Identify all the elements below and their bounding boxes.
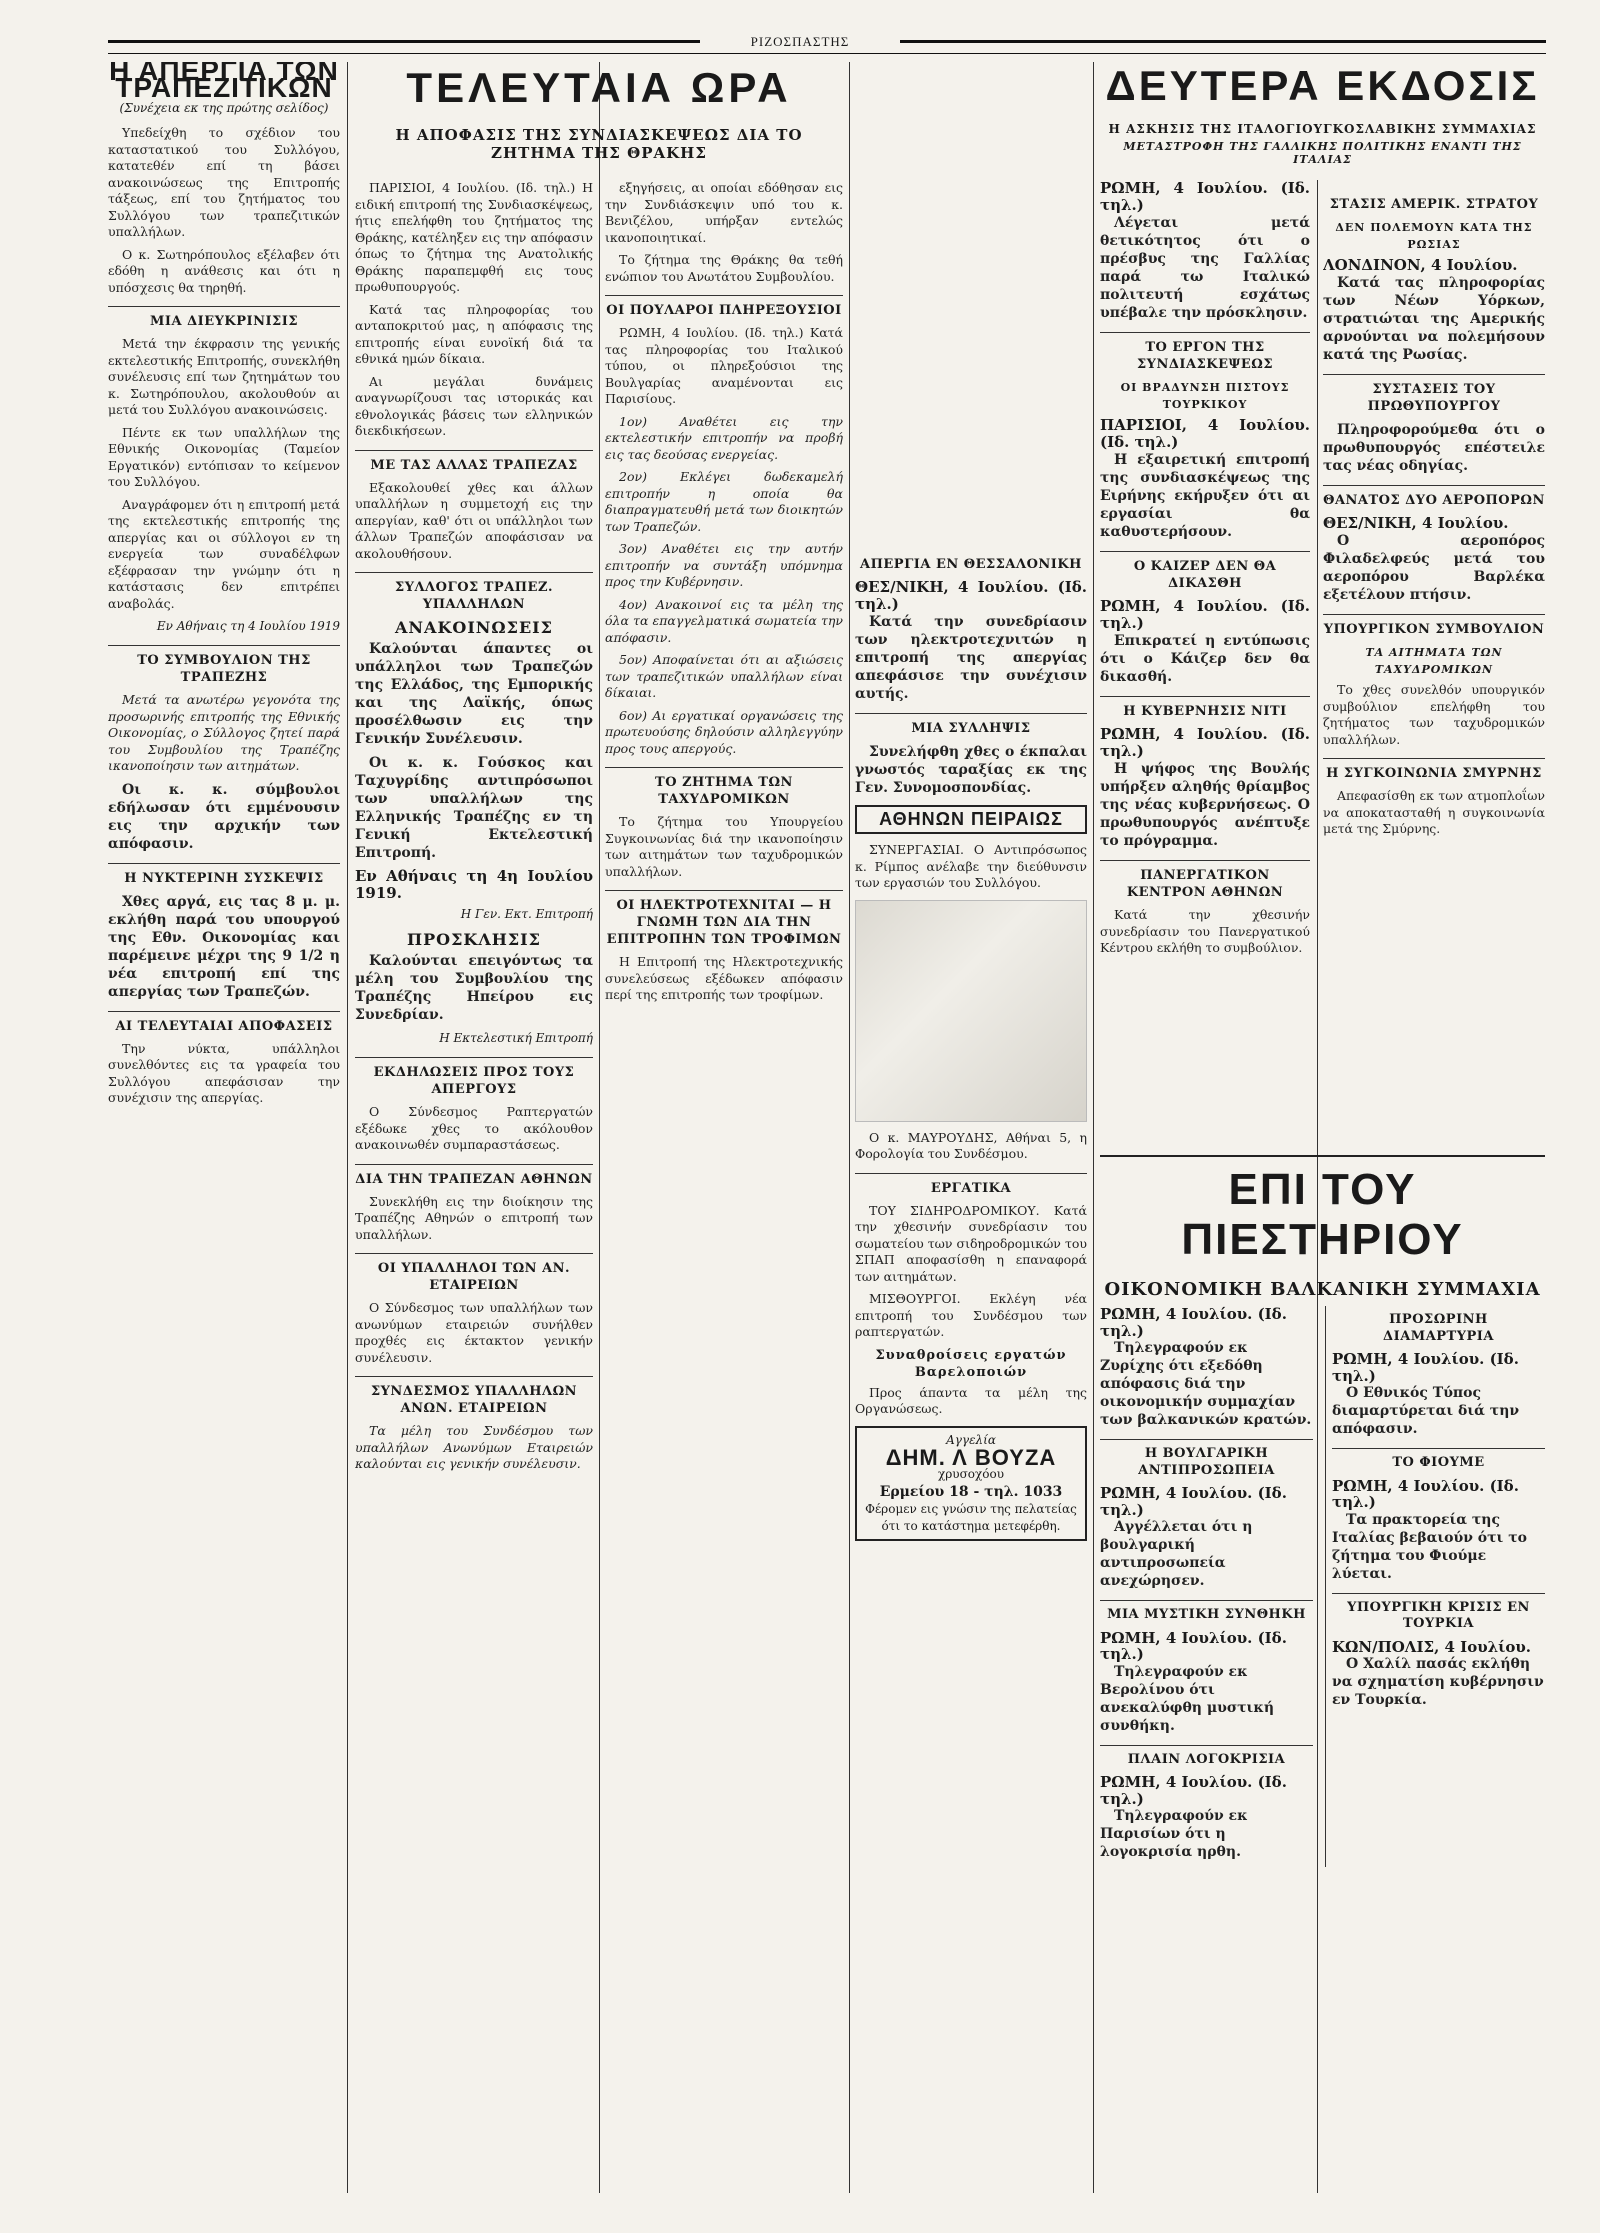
article-text: Πέντε εκ των υπαλλήλων της Εθνικής Οικονομίας (Ταμείον Εργατικόν) εντόπισαν το κείμενον του Συλλόγου. (108, 424, 340, 489)
article-text: Το ζήτημα του Υπουργείου Συγκοινωνίας διά την ικανοποίησιν των αιτημάτων των ταχυδρομικών υπαλλήλων. (605, 814, 843, 879)
section-heading: Ο ΚΑΙΖΕΡ ΔΕΝ ΘΑ ΔΙΚΑΣΘΗ (1100, 551, 1310, 592)
article-text: Η εξαιρετική επιτροπή της συνδιασκέψεως της Ειρήνης εκήρυξεν ότι αι εργασίαι θα καθυστερήσουν. (1100, 452, 1310, 540)
article-text: Προς άπαντα τα μέλη της Οργανώσεως. (855, 1384, 1087, 1416)
article-text: Ο Εθνικός Τύπος διαμαρτύρεται διά την απόφασιν. (1332, 1385, 1520, 1437)
article-text: Το ζήτημα της Θράκης θα τεθή ενώπιον του Ανωτάτου Συμβουλίου. (605, 252, 843, 284)
column-divider (599, 62, 600, 2193)
section-heading: ΤΟ ΣΥΜΒΟΥΛΙΟΝ ΤΗΣ ΤΡΑΠΕΖΗΣ (108, 645, 340, 686)
main-headline: ΤΕΛΕΥΤΑΙΑ ΩΡΑ (406, 64, 792, 111)
dateline: ΡΩΜΗ, 4 Ιουλίου. (Ιδ. τηλ.) (1332, 1476, 1519, 1511)
second-edition-subheadline: Η ΑΣΚΗΣΙΣ ΤΗΣ ΙΤΑΛΟΓΙΟΥΓΚΟΣΛΑΒΙΚΗΣ ΣΥΜΜΑΧΙΑΣ (1108, 122, 1537, 136)
main-subheadline: Η ΑΠΟΦΑΣΙΣ ΤΗΣ ΣΥΝΔΙΑΣΚΕΨΕΩΣ ΔΙΑ ΤΟ ΖΗΤΗΜΑ ΤΗΣ ΘΡΑΚΗΣ (395, 126, 803, 162)
dateline: ΡΩΜΗ, 4 Ιουλίου. (Ιδ. τηλ.) (1100, 1628, 1287, 1663)
article-text: Ο Σύνδεσμος Ραπτεργατών εξέδωκε χθες το ακόλουθον ανακοινωθέν συμπαραστάσεως. (355, 1104, 593, 1152)
section-heading: ΣΥΛΛΟΓΟΣ ΤΡΑΠΕΖ. ΥΠΑΛΛΗΛΩΝ (355, 572, 593, 613)
article-text: Καλούνται επειγόντως τα μέλη του Συμβουλίου της Τραπέζης Ηπείρου εις Συνεδρίαν. (355, 953, 593, 1023)
section-subheading: ΟΙ ΒΡΑΔΥΝΣΗ ΠΙΣΤΟΥΣ ΤΟΥΡΚΙΚΟΥ (1120, 381, 1290, 411)
article-text: Ο κ. Σωτηρόπουλος εξέλαβεν ότι εδόθη η ανάθεσις και ότι η υπόσχεσις θα τηρηθή. (108, 246, 340, 295)
section-heading: ΠΡΟΣΩΡΙΝΗ ΔΙΑΜΑΡΤΥΡΙΑ (1383, 1312, 1494, 1344)
section-heading: Η ΣΥΓΚΟΙΝΩΝΙΑ ΣΜΥΡΝΗΣ (1323, 758, 1545, 782)
article-text: Οι κ. κ. σύμβουλοι εδήλωσαν ότι εμμένουσιν εις την αρχικήν των απόφασιν. (108, 781, 340, 852)
column-5 (1100, 180, 1310, 1133)
article-text: ΠΑΡΙΣΙΟΙ, 4 Ιουλίου. (Ιδ. τηλ.) Η ειδική επιτροπή της Συνδιασκέψεως, ήτις επελήφθη του ζητήματος της Θράκης, κατέληξεν εις την απόφασιν όπως το ζήτημα της Ανατολικής Θράκης παραπεμφθή εις τους πρωθυπουργούς. (355, 180, 593, 294)
dateline: Εν Αθήναις τη 4η Ιουλίου 1919. (355, 867, 593, 902)
article-text: Το χθες συνελθόν υπουργικόν συμβούλιον επελήφθη του ζητήματος των ταχυδρομικών υπαλλήλων. (1323, 682, 1545, 747)
section-heading: ΠΡΟΣΚΛΗΣΙΣ (407, 930, 541, 949)
article-text: Αναγράφομεν ότι η επιτροπή μετά της εκτελεστικής επιτροπής της απεργίας και οι σύλλογοι εν τη ενεργεία των συναδέλφων εξέφρασαν την γνώμην ότι η κατάστασις δεν επιτρέπει αναβολάς. (108, 496, 340, 611)
article-text: Την νύκτα, υπάλληλοι συνελθόντες εις τα γραφεία του Συλλόγου απεφάσισαν την συνέχισιν της απεργίας. (108, 1040, 340, 1105)
ad-address: Ερμείου 18 - τηλ. 1033 (879, 1483, 1063, 1500)
article-text: Επικρατεί η εντύπωσις ότι ο Κάιζερ δεν θα δικασθή. (1100, 633, 1310, 685)
article-text: Τηλεγραφούν εκ Παρισίων ότι η λογοκρισία ηρθη. (1100, 1808, 1248, 1860)
article-text: Υπεδείχθη το σχέδιον του καταστατικού του Συλλόγου, κατατεθέν επί τη βάσει ανακοινώσεως της Επιτροπής τάξεως, επί του ζητήματος του Συλλόγου των τραπεζιτικών υπαλλήλων. (108, 125, 340, 239)
section-heading: ΕΡΓΑΤΙΚΑ (855, 1173, 1087, 1197)
column-3 (605, 180, 843, 2193)
section-heading: ΑΙ ΤΕΛΕΥΤΑΙΑΙ ΑΠΟΦΑΣΕΙΣ (108, 1011, 340, 1035)
article-text: Χθες αργά, εις τας 8 μ. μ. εκλήθη παρά του υπουργού της Εθν. Οικονομίας και παρέμεινε μέχρι της 9 1/2 η νέα επιτροπή επί της απεργίας των Τραπεζών. (108, 893, 340, 1000)
article-text: Αι μεγάλαι δυνάμεις αναγνωρίζουσι τας ιστορικάς και εθνολογικάς βάσεις των ελληνικών διεκδικήσεων. (355, 373, 593, 438)
section-heading: ΑΘΗΝΩΝ ΠΕΙΡΑΙΩΣ (879, 809, 1063, 829)
article-text: 4ον) Ανακοινοί εις τα μέλη της όλα τα επαγγελματικά σωματεία την απόφασιν. (605, 596, 843, 645)
dateline: ΡΩΜΗ, 4 Ιουλίου. (Ιδ. τηλ.) (1100, 725, 1310, 760)
section-heading: ΜΙΑ ΜΥΣΤΙΚΗ ΣΥΝΘΗΚΗ (1100, 1600, 1313, 1624)
strike-headline: Η ΑΠΕΡΓΙΑ ΤΩΝ ΤΡΑΠΕΖΙΤΙΚΩΝ (109, 62, 339, 103)
section-heading: ΥΠΟΥΡΓΙΚΗ ΚΡΙΣΙΣ ΕΝ ΤΟΥΡΚΙΑ (1332, 1593, 1545, 1633)
section-heading: ΠΑΝΕΡΓΑΤΙΚΟΝ ΚΕΝΤΡΟΝ ΑΘΗΝΩΝ (1100, 860, 1310, 901)
section-heading: ΔΙΑ ΤΗΝ ΤΡΑΠΕΖΑΝ ΑΘΗΝΩΝ (355, 1164, 593, 1188)
article-text: Συνεκλήθη εις την διοίκησιν της Τραπέζης Αθηνών ο επιτροπή των υπαλλήλων. (355, 1193, 593, 1242)
article-text: 1ον) Αναθέτει εις την εκτελεστικήν επιτροπήν να προβή εις τας δεούσας ενεργείας. (605, 413, 843, 462)
column-6 (1323, 180, 1545, 1133)
article-text: Τα μέλη του Συνδέσμου των υπαλλήλων Ανωνύμων Εταιρειών καλούνται εις γενικήν συνέλευσιν. (355, 1423, 593, 1471)
article-text: Απεφασίσθη εκ των ατμοπλοΐων να αποκατασταθή η συγκοινωνία μετά της Σμύρνης. (1323, 788, 1545, 836)
dateline: ΡΩΜΗ, 4 Ιουλίου. (Ιδ. τηλ.) (1100, 1484, 1287, 1519)
continuation-note: (Συνέχεια εκ της πρώτης σελίδος) (119, 101, 329, 115)
section-heading: ΜΙΑ ΣΥΛΛΗΨΙΣ (855, 713, 1087, 737)
section-heading: ΣΥΝΔΕΣΜΟΣ ΥΠΑΛΛΗΛΩΝ ΑΝΩΝ. ΕΤΑΙΡΕΙΩΝ (355, 1376, 593, 1417)
article-text: ΡΩΜΗ, 4 Ιουλίου. (Ιδ. τηλ.) Κατά τας πληροφορίας του Ιταλικού τύπου, οι πληρεξούσιοι της Βουλγαρίας αναμένονται εις Παρισίους. (605, 325, 843, 406)
signature: Η Γεν. Εκτ. Επιτροπή (460, 907, 593, 921)
section-heading: ΣΤΑΣΙΣ ΑΜΕΡΙΚ. ΣΤΡΑΤΟΥ (1329, 197, 1539, 212)
section-heading: ΕΚΔΗΛΩΣΕΙΣ ΠΡΟΣ ΤΟΥΣ ΑΠΕΡΓΟΥΣ (355, 1057, 593, 1098)
article-text: Η ψήφος της Βουλής υπήρξεν αληθής θρίαμβος της νέας κυβερνήσεως. Ο πρωθυπουργός ανέπτυξε το πρόγραμμα. (1100, 761, 1310, 849)
article-text: ΤΟΥ ΣΙΔΗΡΟΔΡΟΜΙΚΟΥ. Κατά την χθεσινήν συνεδρίασιν του σωματείου των σιδηροδρομικών του ΣΠΑΠ αποφασίσθη η επαναφορά των αιτημάτων. (855, 1202, 1087, 1284)
article-text: Μετά τα ανωτέρω γεγονότα της προσωρινής επιτροπής της Εθνικής Οικονομίας, ο Σύλλογος ζητεί παρά του Συμβουλίου της Τραπέζης ικανοποίησιν των αιτημάτων. (108, 692, 340, 773)
section-heading: ΥΠΟΥΡΓΙΚΟΝ ΣΥΜΒΟΥΛΙΟΝ (1323, 614, 1545, 638)
section-subheading: ΔΕΝ ΠΟΛΕΜΟΥΝ ΚΑΤΑ ΤΗΣ ΡΩΣΙΑΣ (1335, 221, 1533, 251)
dateline: ΡΩΜΗ, 4 Ιουλίου. (Ιδ. τηλ.) (1332, 1350, 1519, 1385)
photo (855, 900, 1087, 1122)
section-heading: Η ΚΥΒΕΡΝΗΣΙΣ ΝΙΤΙ (1100, 696, 1310, 720)
second-edition-banner (1100, 62, 1545, 170)
section-heading: ΑΠΕΡΓΙΑ ΕΝ ΘΕΣΣΑΛΟΝΙΚΗ (860, 557, 1082, 572)
article-text: Κατά την χθεσινήν συνεδρίασιν του Πανεργατικού Κέντρου εκλήθη το συμβούλιον. (1100, 907, 1310, 955)
section-heading: ΟΙ ΥΠΑΛΛΗΛΟΙ ΤΩΝ ΑΝ. ΕΤΑΙΡΕΙΩΝ (355, 1253, 593, 1294)
column-2 (355, 180, 593, 2193)
column-1 (108, 62, 340, 2193)
dateline: ΚΩΝ/ΠΟΛΙΣ, 4 Ιουλίου. (1332, 1637, 1532, 1656)
section-heading: ΤΟ ΦΙΟΥΜΕ (1332, 1448, 1545, 1472)
stop-press-subheadline: ΟΙΚΟΝΟΜΙΚΗ ΒΑΛΚΑΝΙΚΗ ΣΥΜΜΑΧΙΑ (1104, 1279, 1541, 1300)
section-box (855, 805, 1087, 834)
dateline: Εν Αθήναις τη 4 Ιουλίου 1919 (156, 619, 340, 633)
ad-text: Φέρομεν εις γνώσιν της πελατείας ότι το κατάστημα μετεφέρθη. (865, 1501, 1077, 1533)
section-heading: ΑΝΑΚΟΙΝΩΣΕΙΣ (395, 618, 553, 637)
section-heading: ΜΕ ΤΑΣ ΑΛΛΑΣ ΤΡΑΠΕΖΑΣ (355, 450, 593, 474)
stop-press-headline: ΕΠΙ ΤΟΥ ΠΙΕΣΤΗΡΙΟΥ (1181, 1165, 1464, 1264)
column-4 (855, 540, 1087, 2193)
section-heading: ΤΟ ΖΗΤΗΜΑ ΤΩΝ ΤΑΧΥΔΡΟΜΙΚΩΝ (605, 767, 843, 808)
stop-press-col-left (1100, 1306, 1313, 1867)
section-heading: ΟΙ ΠΟΥΛΑΡΟΙ ΠΛΗΡΕΞΟΥΣΙΟΙ (605, 295, 843, 319)
section-heading: ΣΥΣΤΑΣΕΙΣ ΤΟΥ ΠΡΩΘΥΠΟΥΡΓΟΥ (1323, 374, 1545, 415)
stop-press-col-right (1325, 1306, 1545, 1867)
newspaper-name: ΡΙΖΟΣΠΑΣΤΗΣ (700, 34, 900, 50)
article-text: Τηλεγραφούν εκ Βερολίνου ότι ανεκαλύφθη μυστική συνθήκη. (1100, 1663, 1275, 1734)
dateline: ΛΟΝΔΙΝΟΝ, 4 Ιουλίου. (1323, 256, 1518, 274)
ad-profession: χρυσοχόου (937, 1466, 1005, 1481)
article-text: 6ον) Αι εργατικαί οργανώσεις της πρωτευούσης δηλούσιν αλληλεγγύην προς τους απεργούς. (605, 707, 843, 756)
dateline: ΘΕΣ/ΝΙΚΗ, 4 Ιουλίου. (1323, 514, 1509, 532)
advertisement (855, 1426, 1087, 1541)
article-text: ΜΙΣΘΟΥΡΓΟΙ. Εκλέγη νέα επιτροπή του Συνδέσμου των ραπτεργατών. (855, 1291, 1087, 1339)
ad-label: Αγγελία (946, 1432, 996, 1447)
dateline: ΡΩΜΗ, 4 Ιουλίου. (Ιδ. τηλ.) (1100, 1773, 1287, 1808)
article-text: Ο κ. ΜΑΥΡΟΥΔΗΣ, Αθήναι 5, η Φορολογία του Συνδέσμου. (855, 1129, 1087, 1161)
section-heading: Η ΝΥΚΤΕΡΙΝΗ ΣΥΣΚΕΨΙΣ (108, 863, 340, 887)
article-text: 3ον) Αναθέτει εις την αυτήν επιτροπήν να συντάξη υπόμνημα προς την Κυβέρνησιν. (605, 541, 843, 589)
second-edition-headline: ΔΕΥΤΕΡΑ ΕΚΔΟΣΙΣ (1105, 62, 1540, 109)
article-text: ΣΥΝΕΡΓΑΣΙΑΙ. Ο Αντιπρόσωπος κ. Ρίμπος ανέλαβε την διεύθυνσιν των εργασιών του Συλλόγου. (855, 842, 1087, 890)
column-divider (347, 62, 348, 2193)
section-heading: ΟΙ ΗΛΕΚΤΡΟΤΕΧΝΙΤΑΙ — Η ΓΝΩΜΗ ΤΩΝ ΔΙΑ ΤΗΝ ΕΠΙΤΡΟΠΗΝ ΤΩΝ ΤΡΟΦΙΜΩΝ (605, 890, 843, 948)
column-divider (849, 62, 850, 2193)
article-text: Κατά την συνεδρίασιν των ηλεκτροτεχνιτών η επιτροπή της απεργίας απεφάσισε την συνέχισιν αυτής. (855, 614, 1087, 702)
section-heading: ΜΙΑ ΔΙΕΥΚΡΙΝΙΣΙΣ (108, 306, 340, 330)
article-text: Καλούνται άπαντες οι υπάλληλοι των Τραπεζών της Ελλάδος, της Εμπορικής και της Λαϊκής, όπως προσέλθωσιν εις την Γενικήν Συνέλευσιν. (355, 641, 593, 747)
article-text: Εξακολουθεί χθες και άλλων υπαλλήλων η συμμετοχή εις την απεργίαν, καθ' ότι οι υπάλληλοι των άλλων Τραπεζών αποφάσισαν να ακολουθήσουν. (355, 479, 593, 561)
dateline: ΠΑΡΙΣΙΟΙ, 4 Ιουλίου. (Ιδ. τηλ.) (1100, 416, 1310, 451)
article-text: Μετά την έκφρασιν της γενικής εκτελεστικής Επιτροπής, συνεκλήθη συνέλευσις επί των ζητημάτων του κ. Σωτηρόπουλου, ακολουθούν αι μετά του Συλλόγου ανακοινώσεις. (108, 336, 340, 417)
dateline: ΘΕΣ/ΝΙΚΗ, 4 Ιουλίου. (Ιδ. τηλ.) (855, 578, 1087, 613)
article-text: Κατά τας πληροφορίας των Νέων Υόρκων, στρατιώται της Αμερικής αρνούνται να πολεμήσουν κατά της Ρωσίας. (1323, 275, 1545, 363)
article-text: Ο Σύνδεσμος των υπαλλήλων των ανωνύμων εταιρειών συνήλθεν προχθές εις έκτακτον γενικήν συνέλευσιν. (355, 1300, 593, 1365)
article-text: Ο αεροπόρος Φιλαδελφεύς μετά του αεροπόρου Βαρλέκα εξετέλουν πτήσιν. (1323, 533, 1545, 603)
second-edition-kicker: ΜΕΤΑΣΤΡΟΦΗ ΤΗΣ ΓΑΛΛΙΚΗΣ ΠΟΛΙΤΙΚΗΣ ΕΝΑΝΤΙ ΤΗΣ ΙΤΑΛΙΑΣ (1123, 140, 1522, 166)
article-text: 5ον) Αποφαίνεται ότι αι αξιώσεις των τραπεζιτικών υπαλλήλων είναι δίκαιαι. (605, 652, 843, 700)
article-text: Οι κ. κ. Γούσκος και Ταχυγρίδης αντιπρόσωποι των υπαλλήλων της Ελληνικής Τραπέζης εν τη Γενική Εκτελεστική Επιτροπή. (355, 755, 593, 861)
column-divider (1093, 62, 1094, 2193)
dateline: ΡΩΜΗ, 4 Ιουλίου. (Ιδ. τηλ.) (1100, 1305, 1287, 1340)
article-text: Συνελήφθη χθες ο έκπαλαι γνωστός ταραξίας εκ της Γεν. Συνομοσπονδίας. (855, 744, 1087, 796)
article-text: Τηλεγραφούν εκ Ζυρίχης ότι εξεδόθη απόφασις διά την οικονομικήν συμμαχίαν των βαλκανικών κρατών. (1100, 1340, 1312, 1428)
ad-name: ΔΗΜ. Λ ΒΟΥΖΑ (885, 1444, 1057, 1470)
section-heading: ΤΟ ΕΡΓΟΝ ΤΗΣ ΣΥΝΔΙΑΣΚΕΨΕΩΣ (1100, 332, 1310, 373)
article-text: Αγγέλλεται ότι η βουλγαρική αντιπροσωπεία ανεχώρησεν. (1100, 1519, 1253, 1589)
dateline: ΡΩΜΗ, 4 Ιουλίου. (Ιδ. τηλ.) (1100, 180, 1310, 214)
section-heading: ΠΛΑΙΝ ΛΟΓΟΚΡΙΣΙΑ (1100, 1745, 1313, 1769)
article-text: Πληροφορούμεθα ότι ο πρωθυπουργός επέστειλε τας νέας οδηγίας. (1323, 422, 1545, 474)
section-heading: Η ΒΟΥΛΓΑΡΙΚΗ ΑΝΤΙΠΡΟΣΩΠΕΙΑ (1100, 1439, 1313, 1479)
main-banner (355, 64, 843, 166)
section-subheading: ΤΑ ΑΙΤΗΜΑΤΑ ΤΩΝ ΤΑΧΥΔΡΟΜΙΚΩΝ (1365, 646, 1503, 676)
section-heading: ΘΑΝΑΤΟΣ ΔΥΟ ΑΕΡΟΠΟΡΩΝ (1323, 485, 1545, 509)
article-text: εξηγήσεις, αι οποίαι εδόθησαν εις την Συνδιάσκεψιν υπό του κ. Βενιζέλου, υπήρξαν εντελώς ικανοποιητικαί. (605, 180, 843, 245)
article-text: Κατά τας πληροφορίας του ανταποκριτού μας, η απόφασις της επιτροπής είναι ευνοϊκή διά τα εθνικά ημών δίκαια. (355, 301, 593, 366)
section-heading: Συναθροίσεις εργατών Βαρελοποιών (875, 1347, 1067, 1380)
signature: Η Εκτελεστική Επιτροπή (439, 1031, 593, 1045)
article-text: Η Επιτροπή της Ηλεκτροτεχνικής συνελεύσεως εξέδωκεν απόφασιν περί της επιτροπής των τροφίμων. (605, 954, 843, 1002)
article-text: Ο Χαλίλ πασάς εκλήθη να σχηματίση κυβέρνησιν εν Τουρκία. (1332, 1656, 1544, 1708)
article-text: Τα πρακτορεία της Ιταλίας βεβαιούν ότι το ζήτημα του Φιούμε λύεται. (1332, 1511, 1527, 1582)
dateline: ΡΩΜΗ, 4 Ιουλίου. (Ιδ. τηλ.) (1100, 597, 1310, 632)
article-text: 2ον) Εκλέγει δωδεκαμελή επιτροπήν η οποία θα διαπραγματευθή μετά των διοικητών των Τραπεζών. (605, 469, 843, 534)
stop-press-section (1100, 1155, 1545, 2193)
article-text: Λέγεται μετά θετικότητος ότι ο πρέσβυς της Γαλλίας παρά τω Ιταλικώ πολιτευτή εσχάτως υπέβαλε την πρόσκλησιν. (1100, 215, 1310, 321)
